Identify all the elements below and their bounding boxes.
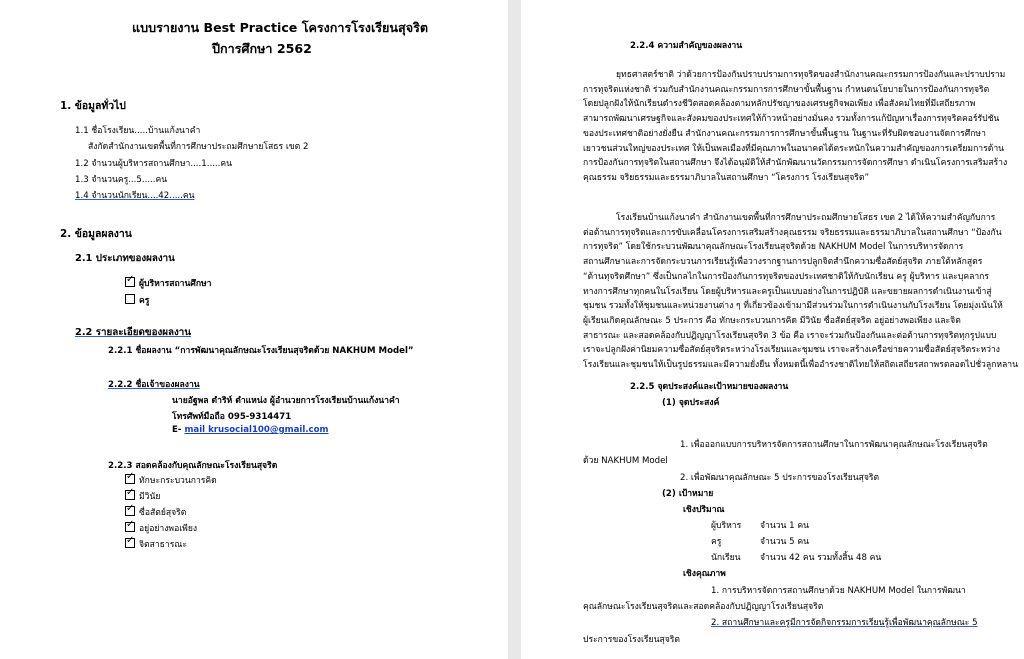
purpose-item-1-cont: ด้วย NAKHUM Model (583, 456, 668, 466)
school-name: 1.1 ชื่อโรงเรียน.....บ้านแก้งนาคำ (75, 126, 201, 136)
quant-who: นักเรียน (711, 553, 741, 563)
purpose-heading: (1) จุดประสงค์ (662, 398, 720, 408)
trait-item: ✓จิตสาธารณะ (125, 537, 187, 551)
owner-heading: 2.2.2 ชื่อเจ้าของผลงาน (108, 380, 200, 390)
doc-subtitle-year: ปีการศึกษา 2562 (212, 41, 312, 56)
type-option-teacher: ครู (125, 293, 149, 307)
importance-paragraph-2: โรงเรียนบ้านแก้งนาคำ สำนักงานเขตพื้นที่การศึกษาประถมศึกษายโสธร เขต 2 ได้ให้ความสำคัญกับการ ต่อต้านการทุจริตและการขับเคลื่อนโครงการเสริมสร้างคุณธรรม จริยธรรมและธรรมาภิบาลในสถานศึกษา “ป้องกัน การทุจริต” โดยใช้กระบวนพัฒนาคุณลักษณะโรงเรียนสุจริตด้วย NAKHUM Model ในการบริหารจัดการ สถานศึกษาและการจัดกระบวนการเรียนรู้เพื่อวางรากฐานการปลูกจิตสำนึกความซื่อสัตย์สุจริต ภายใต้หลักสูตร “ต้านทุจริตศึกษา” ซึ่งเป็นกลไกในการป้องกันการทุจริตของประเทศชาติให้กับนักเรียน ครู ผู้บริหาร และบุคลากร ทางการศึกษาทุกคนในโรงเรียน โดยผู้บริหารและครูเป็นแบบอย่างในการปฏิบัติ และขยายผลการดำเนินงานเข้าสู่ ชุมชน รวมทั้งให้ชุมชนและหน่วยงานต่าง ๆ ที่เกี่ยวข้องเข้ามามีส่วนร่วมในการดำเนินงานกับโรงเรียน โดยมุ่งเน้นให้ ผู้เรียนเกิดคุณลักษณะ 5 ประการ คือ ทักษะกระบวนการคิด มีวินัย ซื่อสัตย์สุจริต อยู่อย่างพอเพียง และจิต สาธารณะ และสอดคล้องกับปฏิญญาโรงเรียนสุจริต 3 ข้อ คือ เราจะร่วมกันป้องกันและต่อต้านการทุจริตทุกรูปแบบ เราจะปลูกฝังค่านิยมความซื่อสัตย์สุจริตระหว่างโรงเรียนและชุมชน เราจะสร้างเครือข่ายความซื่อสัตย์สุจริตระหว่าง โรงเรียนและชุมชนให้เป็นรูปธรรมและมีความยั่งยืน ทั้งหมดนี้เพื่ออำรงชาติไทยให้สถิตเสถียรสถาพรตลอดไปชั่วลูกหลาน (583, 213, 1018, 371)
checkbox-empty-icon (125, 294, 135, 304)
type-option-admin: ✓ผู้บริหารสถานศึกษา (125, 276, 212, 290)
checkbox-checked-icon (125, 522, 135, 532)
work-type-heading: 2.1 ประเภทของผลงาน (75, 253, 175, 264)
purpose-item-1: 1. เพื่อออกแบบการบริหารจัดการสถานศึกษาในการพัฒนาคุณลักษณะโรงเรียนสุจริต (680, 440, 988, 450)
trait-item: ✓ทักษะกระบวนการคิด (125, 473, 217, 487)
admin-count: 1.2 จำนวนผู้บริหารสถานศึกษา....1.....คน (75, 159, 233, 169)
teacher-count: 1.3 จำนวนครู...5.....คน (75, 175, 168, 185)
checkbox-checked-icon (125, 277, 135, 287)
trait-item: ✓มีวินัย (125, 489, 160, 503)
email-link[interactable]: mail krusocial100@gmail.com (184, 425, 329, 435)
checkbox-checked-icon (125, 538, 135, 548)
qualitative-heading: เชิงคุณภาพ (683, 569, 726, 579)
importance-heading: 2.2.4 ความสำคัญของผลงาน (630, 41, 743, 51)
purpose-item-2: 2. เพื่อพัฒนาคุณลักษณะ 5 ประการของโรงเรียนสุจริต (680, 473, 880, 483)
trait-item: ✓ซื่อสัตย์สุจริต (125, 505, 186, 519)
work-name: 2.2.1 ชื่อผลงาน “การพัฒนาคุณลักษณะโรงเรียนสุจริตด้วย NAKHUM Model” (108, 346, 414, 356)
quant-val: จำนวน 1 คน (760, 521, 809, 531)
section-1-heading: 1. ข้อมูลทั่วไป (60, 100, 126, 112)
doc-title: แบบรายงาน Best Practice โครงการโรงเรียนสุจริต (132, 20, 429, 35)
quant-who: ครู (711, 537, 722, 547)
owner-email: E- mail krusocial100@gmail.com (172, 425, 329, 435)
trait-item: ✓อยู่อย่างพอเพียง (125, 521, 197, 535)
objectives-heading: 2.2.5 จุดประสงค์และเป้าหมายของผลงาน (630, 382, 789, 392)
quantitative-heading: เชิงปริมาณ (683, 505, 725, 515)
owner-phone: โทรศัพท์มือถือ 095-9314471 (172, 412, 292, 422)
quality-item-2: 2. สถานศึกษาและครูมีการจัดกิจกรรมการเรียนรู้เพื่อพัฒนาคุณลักษณะ 5 (711, 618, 978, 628)
school-affiliation: สังกัดสำนักงานเขตพื้นที่การศึกษาประถมศึกษายโสธร เขต 2 (88, 142, 309, 152)
quality-item-1: 1. การบริหารจัดการสถานศึกษาด้วย NAKHUM Model ในการพัฒนา (711, 586, 966, 596)
quant-who: ผู้บริหาร (711, 521, 742, 531)
checkbox-checked-icon (125, 474, 135, 484)
section-2-heading: 2. ข้อมูลผลงาน (60, 228, 132, 240)
goal-heading: (2) เป้าหมาย (662, 489, 714, 499)
quant-val: จำนวน 42 คน รวมทั้งสิ้น 48 คน (760, 553, 882, 563)
checkbox-checked-icon (125, 490, 135, 500)
student-count: 1.4 จำนวนนักเรียน....42.....คน (75, 191, 195, 201)
left-page (0, 0, 508, 659)
importance-paragraph-1: ยุทธศาสตร์ชาติ ว่าด้วยการป้องกันปราบปรามการทุจริตของสำนักงานคณะกรรมการป้องกันและปราบปราม การทุจริตแห่งชาติ ร่วมกับสำนักงานคณะกรรมการการศึกษาขั้นพื้นฐาน กำหนดนโยบายในการป้องกันการทุจริต โดยปลูกฝังให้นักเรียนดำรงชีวิตสอดคล้องตามหลักปรัชญาของเศรษฐกิจพอเพียง เพื่อสังคมไทยที่มีเสถียรภาพ สามารถพัฒนาเศรษฐกิจและสังคมของประเทศให้ก้าวหน้าอย่างมั่นคง รวมทั้งการแก้ปัญหาเรื่องการทุจริตคอร์รัปชัน ของประเทศชาติอย่างยั่งยืน สำนักงานคณะกรรมการการศึกษาขั้นพื้นฐาน ในฐานะที่รับผิดชอบงานจัดการศึกษา เยาวชนส่วนใหญ่ของประเทศ ให้เป็นพลเมืองที่มีคุณภาพในอนาคตได้ตระหนักในความสำคัญของการเตรียมการด้าน การป้องกันการทุจริตในสถานศึกษา จึงได้อนุมัติให้สำนักพัฒนานวัตกรรมการจัดการศึกษา ดำเนินโครงการเสริมสร้าง คุณธรรม จริยธรรมและธรรมาภิบาลในสถานศึกษา “โครงการ โรงเรียนสุจริต” (583, 70, 1008, 183)
details-heading: 2.2 รายละเอียดของผลงาน (75, 327, 191, 338)
checkbox-checked-icon (125, 506, 135, 516)
traits-heading: 2.2.3 สอดคล้องกับคุณลักษณะโรงเรียนสุจริต (108, 461, 278, 471)
quant-val: จำนวน 5 คน (760, 537, 809, 547)
quality-item-1-cont: คุณลักษณะโรงเรียนสุจริตและสอดคล้องกับปฏิญญาโรงเรียนสุจริต (583, 602, 824, 612)
quality-item-2-cont: ประการของโรงเรียนสุจริต (583, 635, 680, 645)
owner-name: นายอัฐพล ดำริห์ ตำแหน่ง ผู้อำนวยการโรงเรียนบ้านแก้งนาคำ (172, 396, 400, 406)
